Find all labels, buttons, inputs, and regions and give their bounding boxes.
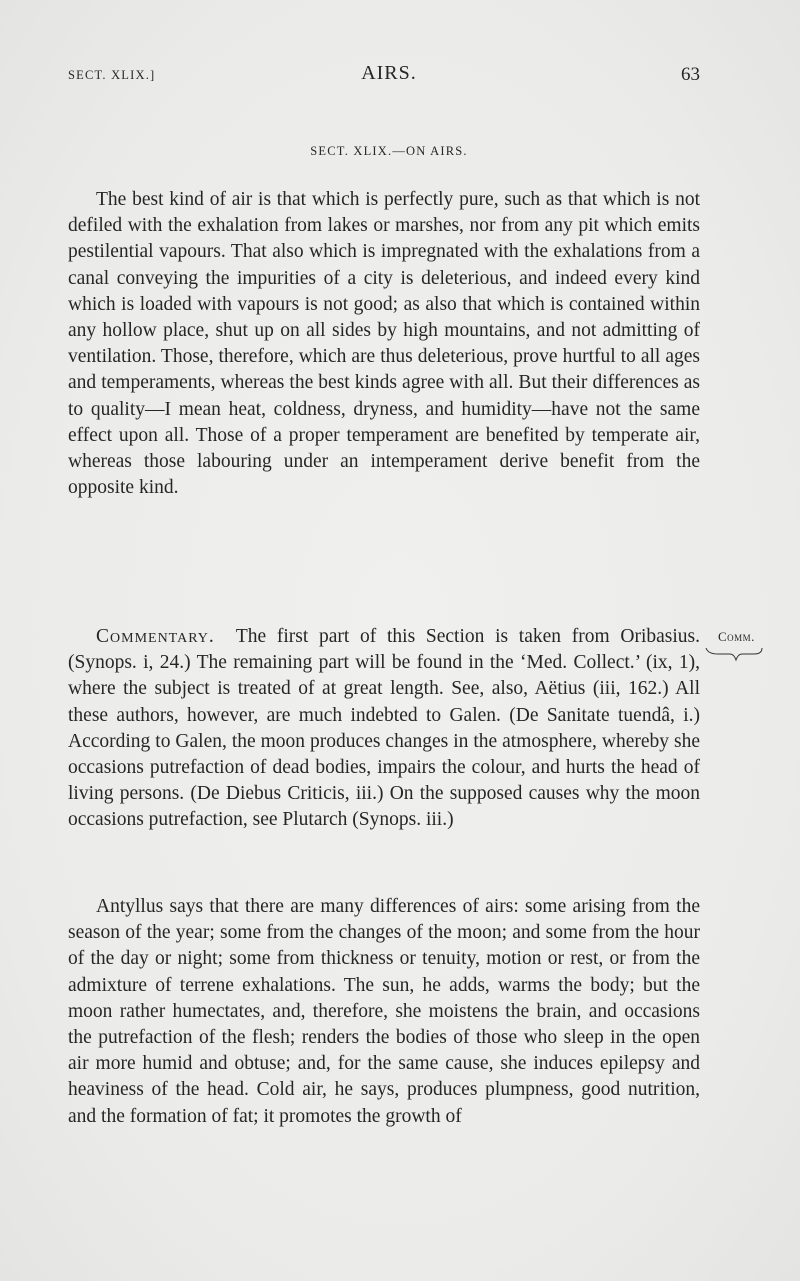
- commentary-label: Commentary.: [96, 626, 215, 647]
- paragraph-text: Antyllus says that there are many differences of airs: some arising from the season of the year; some from the changes of the moon; and some from the hour of the day or night; some from thickness or tenuity, motion or rest, or from the admixture of terrene exhalations. The sun, he adds, warms the body; but the moon rather humectates, and, therefore, she moistens the brain, and occasions the putrefaction of the flesh; renders the bodies of those who sleep in the open air more humid and obtuse; and, for the same cause, she induces epilepsy and heaviness of the head. Cold air, he says, produces plumpness, good nutrition, and the formation of fat; it promotes the growth of: [68, 896, 700, 1127]
- running-head-section: SECT. XLIX.]: [68, 68, 156, 82]
- margin-note: Comm.: [718, 629, 755, 644]
- section-title: SECT. XLIX.—ON AIRS.: [310, 144, 468, 158]
- paragraph-text: The best kind of air is that which is perfectly pure, such as that which is not defiled with the exhalation from lakes or marshes, nor from any pit which emits pestilential vapours. That also which is impregnated with the exhalations from a canal conveying the impurities of a city is deleterious, and indeed every kind which is loaded with vapours is not good; as also that which is contained within any hollow place, shut up on all sides by high mountains, and not admitting of ventilation. Those, therefore, which are thus deleterious, prove hurtful to all ages and temperaments, whereas the best kinds agree with all. But their differences as to quality—I mean heat, coldness, dryness, and humidity—have not the same effect upon all. Those of a proper temperament are benefited by temperate air, whereas those labouring under an intemperament derive benefit from the opposite kind.: [68, 189, 700, 499]
- page-number: 63: [681, 64, 700, 85]
- running-head-title: AIRS.: [361, 62, 417, 84]
- margin-brace-icon: [704, 646, 764, 662]
- running-head: [68, 62, 700, 92]
- paragraph-antyllus: [68, 894, 700, 1130]
- commentary-text: The first part of this Section is taken from Oribasius. (Synops. i, 24.) The remaining part will be found in the ‘Med. Collect.’ (ix, 1), where the subject is treated of at great length. See, also, Aëtius (iii, 162.) All these authors, however, are much indebted to Galen. (De Sanitate tuendâ, i.) According to Galen, the moon produces changes in the atmosphere, whereby she occasions putrefaction of dead bodies, impairs the colour, and hurts the head of living persons. (De Diebus Criticis, iii.) On the supposed causes why the moon occasions putrefaction, see Plutarch (Synops. iii.): [68, 626, 700, 831]
- paragraph-main: [68, 187, 700, 501]
- paragraph-commentary: [68, 624, 700, 834]
- commentary-text-wrapper: [68, 624, 700, 834]
